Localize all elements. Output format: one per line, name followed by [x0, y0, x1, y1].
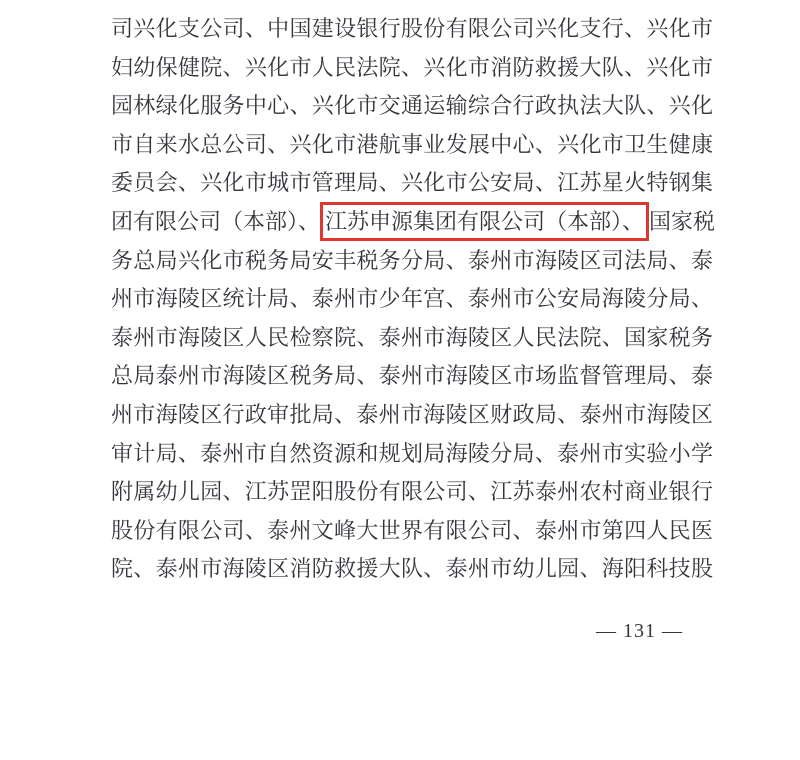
text-line-13: 附属幼儿园、江苏罡阳股份有限公司、江苏泰州农村商业银行	[111, 479, 713, 505]
text-line-1: 司兴化支公司、中国建设银行股份有限公司兴化支行、兴化市	[111, 16, 713, 41]
text-line-8: 州市海陵区统计局、泰州市少年宫、泰州市公安局海陵分局、	[111, 286, 713, 312]
text-line-3: 园林绿化服务中心、兴化市交通运输综合行政执法大队、兴化	[111, 93, 713, 119]
text-line-9: 泰州市海陵区人民检察院、泰州市海陵区人民法院、国家税务	[111, 324, 713, 350]
highlight-line-prefix: 团有限公司（本部）、	[111, 208, 321, 234]
highlighted-company-red-box	[320, 202, 649, 241]
text-line-7: 务总局兴化市税务局安丰税务分局、泰州市海陵区司法局、泰	[111, 247, 713, 273]
text-line-15: 院、泰州市海陵区消防救援大队、泰州市幼儿园、海阳科技股	[111, 556, 713, 582]
highlight-line-suffix: 国家税	[649, 208, 716, 234]
highlighted-company-name: 江苏申源集团有限公司（本部）、	[325, 208, 645, 234]
text-line-11: 州市海陵区行政审批局、泰州市海陵区财政局、泰州市海陵区	[111, 401, 713, 427]
text-line-6-with-highlight	[111, 203, 716, 242]
text-line-5: 委员会、兴化市城市管理局、兴化市公安局、江苏星火特钢集	[111, 170, 713, 196]
text-line-2: 妇幼保健院、兴化市人民法院、兴化市消防救援大队、兴化市	[111, 54, 713, 80]
text-line-4: 市自来水总公司、兴化市港航事业发展中心、兴化市卫生健康	[111, 131, 713, 157]
text-line-14: 股份有限公司、泰州文峰大世界有限公司、泰州市第四人民医	[111, 517, 713, 543]
page-number: — 131 —	[596, 620, 683, 642]
text-line-12: 审计局、泰州市自然资源和规划局海陵分局、泰州市实验小学	[111, 440, 713, 466]
text-line-10: 总局泰州市海陵区税务局、泰州市海陵区市场监督管理局、泰	[111, 363, 713, 389]
paragraph-text	[111, 10, 716, 589]
